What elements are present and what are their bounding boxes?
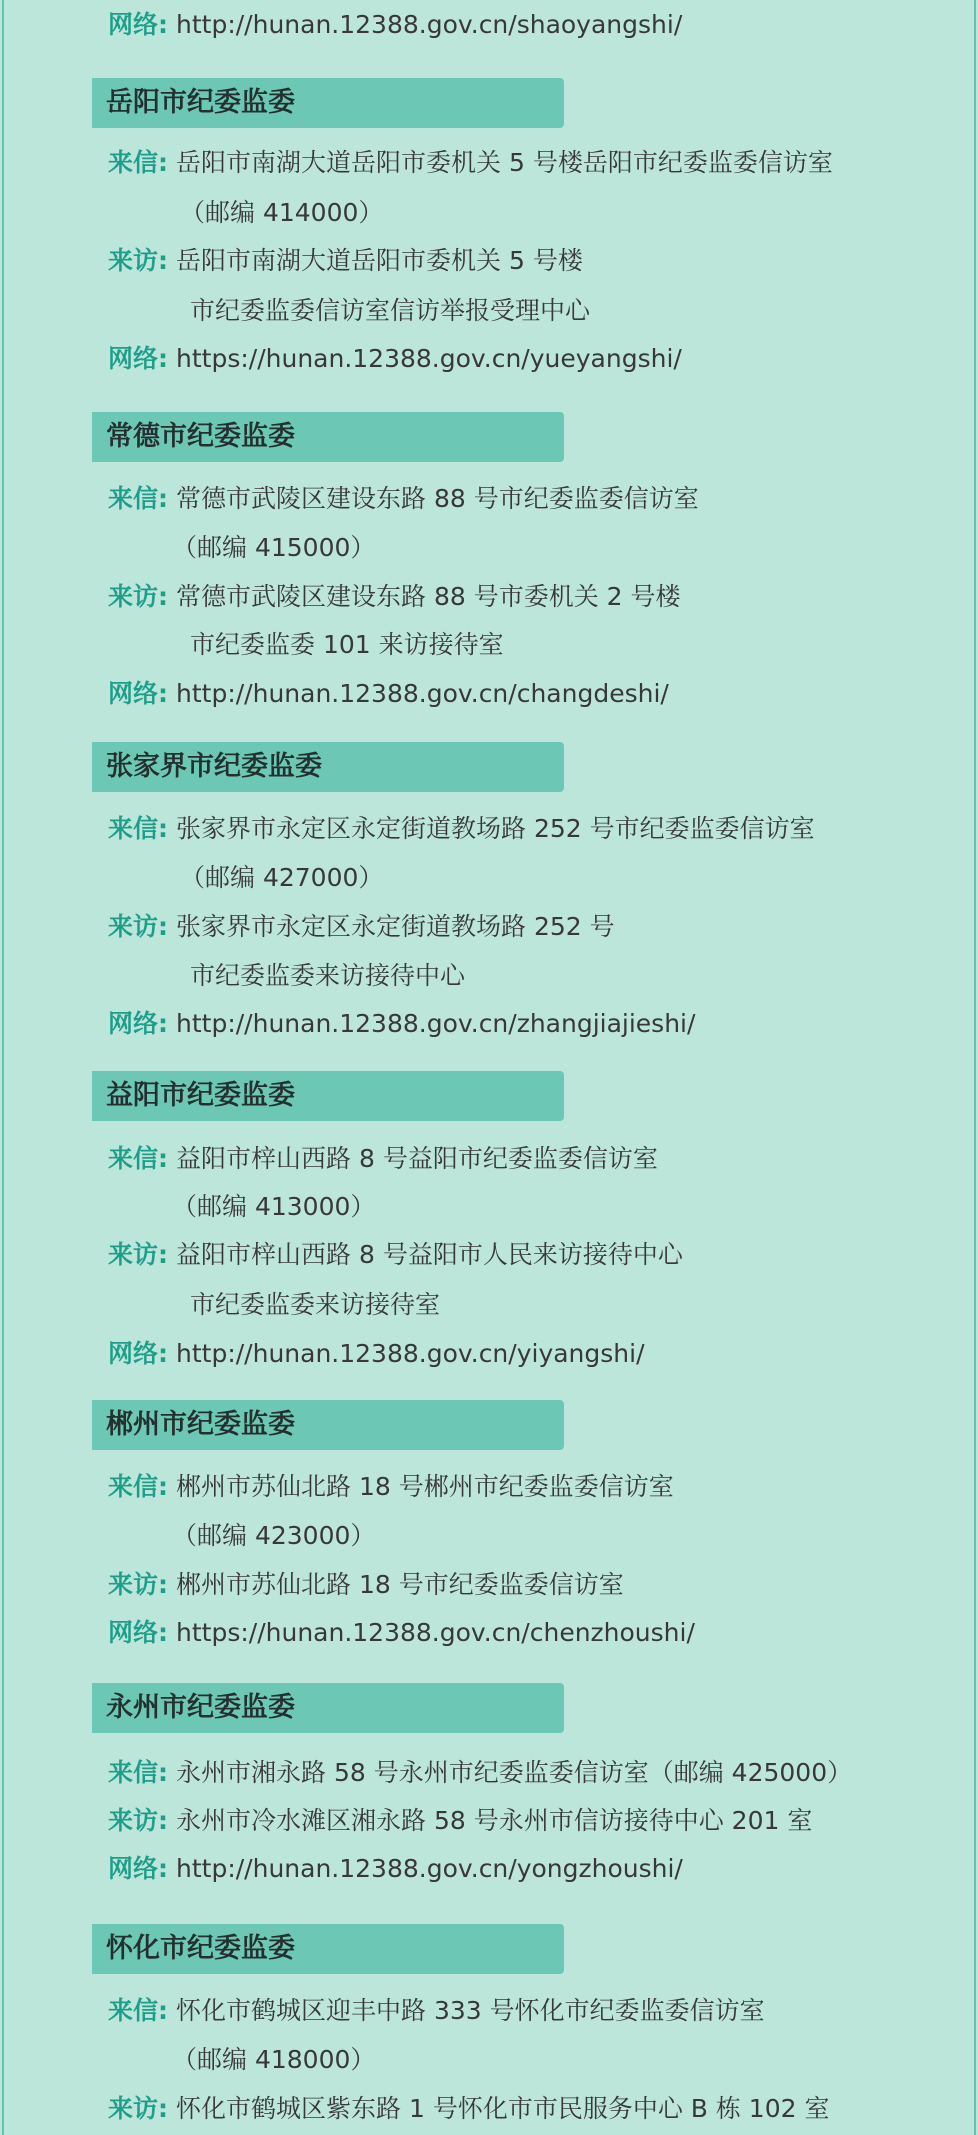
web-label: 网络 bbox=[108, 1618, 159, 1647]
visit-line: 来访: 怀化市鹤城区紫东路 1 号怀化市市民服务中心 B 栋 102 室 bbox=[108, 2094, 830, 2123]
top-web-line: 网络: http://hunan.12388.gov.cn/shaoyangshi/ bbox=[108, 10, 683, 39]
web-label: 网络 bbox=[108, 679, 159, 708]
visit-address: 张家界市永定区永定街道教场路 252 号 bbox=[176, 912, 615, 941]
web-line: 网络: http://hunan.12388.gov.cn/yiyangshi/ bbox=[108, 1339, 645, 1368]
letter-line: 来信: 益阳市梓山西路 8 号益阳市纪委监委信访室 bbox=[108, 1144, 658, 1173]
visit-label: 来访 bbox=[108, 912, 159, 941]
left-border bbox=[2, 0, 4, 2135]
visit-line: 来访: 岳阳市南湖大道岳阳市委机关 5 号楼 bbox=[108, 246, 583, 275]
visit-address: 永州市冷水滩区湘永路 58 号永州市信访接待中心 201 室 bbox=[176, 1806, 813, 1835]
letter-address: 怀化市鹤城区迎丰中路 333 号怀化市纪委监委信访室 bbox=[176, 1996, 765, 2025]
section-title: 益阳市纪委监委 bbox=[106, 1080, 295, 1111]
section-header bbox=[92, 1924, 564, 1974]
web-line: 网络: https://hunan.12388.gov.cn/chenzhoushi/ bbox=[108, 1618, 695, 1647]
web-label: 网络 bbox=[108, 344, 159, 373]
section-title: 岳阳市纪委监委 bbox=[106, 87, 295, 118]
visit-label: 来访 bbox=[108, 246, 159, 275]
visit-line: 来访: 益阳市梓山西路 8 号益阳市人民来访接待中心 bbox=[108, 1240, 683, 1269]
section-header bbox=[92, 1683, 564, 1733]
web-line: 网络: https://hunan.12388.gov.cn/yueyangshi/ bbox=[108, 344, 682, 373]
letter-label: 来信 bbox=[108, 1144, 159, 1173]
visit-label: 来访 bbox=[108, 1240, 159, 1269]
letter-postcode: （邮编 418000） bbox=[172, 2045, 376, 2074]
visit-address-cont: 市纪委监委信访室信访举报受理中心 bbox=[190, 296, 591, 325]
web-url[interactable]: http://hunan.12388.gov.cn/changdeshi/ bbox=[176, 679, 669, 708]
visit-label: 来访 bbox=[108, 582, 159, 611]
letter-postcode: （邮编 414000） bbox=[180, 198, 384, 227]
web-label: 网络 bbox=[108, 1339, 159, 1368]
web-url[interactable]: http://hunan.12388.gov.cn/zhangjiajieshi/ bbox=[176, 1009, 696, 1038]
letter-address: 岳阳市南湖大道岳阳市委机关 5 号楼岳阳市纪委监委信访室 bbox=[176, 148, 833, 177]
visit-label: 来访 bbox=[108, 1806, 159, 1835]
visit-address: 怀化市鹤城区紫东路 1 号怀化市市民服务中心 B 栋 102 室 bbox=[176, 2094, 830, 2123]
letter-line: 来信: 永州市湘永路 58 号永州市纪委监委信访室（邮编 425000） bbox=[108, 1758, 853, 1787]
letter-line: 来信: 岳阳市南湖大道岳阳市委机关 5 号楼岳阳市纪委监委信访室 bbox=[108, 148, 833, 177]
visit-line: 来访: 张家界市永定区永定街道教场路 252 号 bbox=[108, 912, 615, 941]
section-title: 永州市纪委监委 bbox=[106, 1692, 295, 1723]
letter-address: 常德市武陵区建设东路 88 号市纪委监委信访室 bbox=[176, 484, 699, 513]
visit-address-cont: 市纪委监委来访接待中心 bbox=[190, 961, 466, 990]
section-header bbox=[92, 1071, 564, 1121]
letter-address: 张家界市永定区永定街道教场路 252 号市纪委监委信访室 bbox=[176, 814, 815, 843]
letter-label: 来信 bbox=[108, 1758, 159, 1787]
letter-label: 来信 bbox=[108, 1472, 159, 1501]
letter-line: 来信: 怀化市鹤城区迎丰中路 333 号怀化市纪委监委信访室 bbox=[108, 1996, 765, 2025]
web-url[interactable]: http://hunan.12388.gov.cn/shaoyangshi/ bbox=[176, 10, 683, 39]
letter-address: 郴州市苏仙北路 18 号郴州市纪委监委信访室 bbox=[176, 1472, 674, 1501]
section-title: 郴州市纪委监委 bbox=[106, 1409, 295, 1440]
section-header bbox=[92, 742, 564, 792]
web-line: 网络: http://hunan.12388.gov.cn/zhangjiajieshi/ bbox=[108, 1009, 696, 1038]
visit-line: 来访: 永州市冷水滩区湘永路 58 号永州市信访接待中心 201 室 bbox=[108, 1806, 813, 1835]
web-url[interactable]: https://hunan.12388.gov.cn/chenzhoushi/ bbox=[176, 1618, 695, 1647]
visit-address: 郴州市苏仙北路 18 号市纪委监委信访室 bbox=[176, 1570, 624, 1599]
visit-address: 常德市武陵区建设东路 88 号市委机关 2 号楼 bbox=[176, 582, 681, 611]
web-line: 网络: http://hunan.12388.gov.cn/changdeshi/ bbox=[108, 679, 669, 708]
visit-label: 来访 bbox=[108, 2094, 159, 2123]
section-header bbox=[92, 412, 564, 462]
web-label: 网络 bbox=[108, 1009, 159, 1038]
section-header bbox=[92, 1400, 564, 1450]
section-title: 常德市纪委监委 bbox=[106, 421, 295, 452]
letter-address: 永州市湘永路 58 号永州市纪委监委信访室（邮编 425000） bbox=[176, 1758, 853, 1787]
letter-line: 来信: 常德市武陵区建设东路 88 号市纪委监委信访室 bbox=[108, 484, 699, 513]
visit-line: 来访: 常德市武陵区建设东路 88 号市委机关 2 号楼 bbox=[108, 582, 681, 611]
web-url[interactable]: http://hunan.12388.gov.cn/yiyangshi/ bbox=[176, 1339, 645, 1368]
letter-address: 益阳市梓山西路 8 号益阳市纪委监委信访室 bbox=[176, 1144, 658, 1173]
section-title: 张家界市纪委监委 bbox=[106, 751, 322, 782]
letter-postcode: （邮编 423000） bbox=[172, 1521, 376, 1550]
letter-line: 来信: 张家界市永定区永定街道教场路 252 号市纪委监委信访室 bbox=[108, 814, 815, 843]
visit-address-cont: 市纪委监委来访接待室 bbox=[190, 1290, 441, 1319]
letter-label: 来信 bbox=[108, 1996, 159, 2025]
section-header bbox=[92, 78, 564, 128]
visit-address: 岳阳市南湖大道岳阳市委机关 5 号楼 bbox=[176, 246, 583, 275]
right-border bbox=[974, 0, 976, 2135]
web-url[interactable]: http://hunan.12388.gov.cn/yongzhoushi/ bbox=[176, 1854, 683, 1883]
visit-label: 来访 bbox=[108, 1570, 159, 1599]
letter-line: 来信: 郴州市苏仙北路 18 号郴州市纪委监委信访室 bbox=[108, 1472, 674, 1501]
letter-label: 来信 bbox=[108, 814, 159, 843]
visit-line: 来访: 郴州市苏仙北路 18 号市纪委监委信访室 bbox=[108, 1570, 624, 1599]
web-label: 网络 bbox=[108, 1854, 159, 1883]
visit-address: 益阳市梓山西路 8 号益阳市人民来访接待中心 bbox=[176, 1240, 683, 1269]
letter-postcode: （邮编 427000） bbox=[180, 863, 384, 892]
letter-postcode: （邮编 413000） bbox=[172, 1192, 376, 1221]
visit-address-cont: 市纪委监委 101 来访接待室 bbox=[190, 630, 504, 659]
web-label: 网络 bbox=[108, 10, 159, 39]
letter-postcode: （邮编 415000） bbox=[172, 533, 376, 562]
letter-label: 来信 bbox=[108, 484, 159, 513]
web-line: 网络: http://hunan.12388.gov.cn/yongzhoushi/ bbox=[108, 1854, 683, 1883]
section-title: 怀化市纪委监委 bbox=[106, 1933, 295, 1964]
letter-label: 来信 bbox=[108, 148, 159, 177]
web-url[interactable]: https://hunan.12388.gov.cn/yueyangshi/ bbox=[176, 344, 682, 373]
